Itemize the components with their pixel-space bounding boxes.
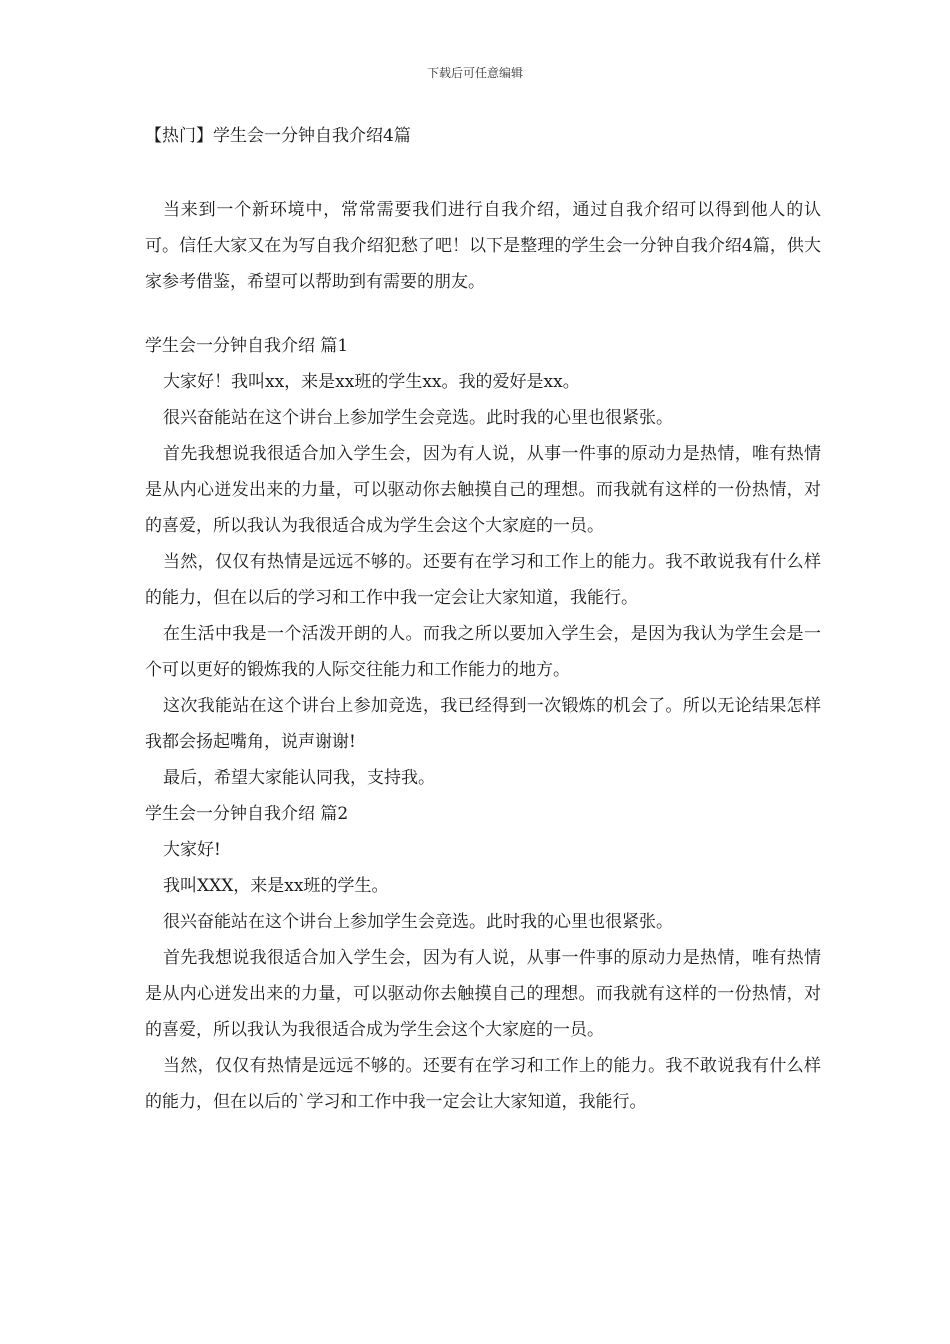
paragraph: 当然，仅仅有热情是远远不够的。还要有在学习和工作上的能力。我不敢说我有什么样的能力，但在以后的学习和工作中我一定会让大家知道，我能行。	[145, 552, 821, 608]
paragraph: 在生活中我是一个活泼开朗的人。而我之所以要加入学生会，是因为我认为学生会是一个可以更好的锻炼我的人际交往能力和工作能力的地方。	[145, 624, 821, 680]
paragraph: 很兴奋能站在这个讲台上参加学生会竞选。此时我的心里也很紧张。	[163, 912, 673, 932]
paragraph: 最后，希望大家能认同我，支持我。	[163, 768, 435, 788]
page-header: 下载后可任意编辑	[426, 66, 523, 80]
intro-paragraph: 当来到一个新环境中，常常需要我们进行自我介绍，通过自我介绍可以得到他人的认可。信任大家又在为写自我介绍犯愁了吧！以下是整理的学生会一分钟自我介绍4篇，供大家参考借鉴，希望可以帮助到有需要的朋友。	[145, 200, 821, 292]
document-body	[145, 118, 821, 1120]
title-spacer	[145, 154, 821, 192]
section-2	[145, 796, 821, 1120]
paragraph: 大家好！我叫xx，来是xx班的学生xx。我的爱好是xx。	[163, 372, 580, 392]
intro-gap	[145, 300, 821, 328]
document-title: 【热门】学生会一分钟自我介绍4篇	[145, 126, 411, 146]
paragraph: 大家好!	[163, 840, 221, 860]
paragraph: 首先我想说我很适合加入学生会，因为有人说，从事一件事的原动力是热情，唯有热情是从内心迸发出来的力量，可以驱动你去触摸自己的理想。而我就有这样的一份热情，对的喜爱，所以我认为我很适合成为学生会这个大家庭的一员。	[145, 948, 821, 1040]
paragraph: 很兴奋能站在这个讲台上参加学生会竞选。此时我的心里也很紧张。	[163, 408, 673, 428]
section-heading: 学生会一分钟自我介绍 篇2	[145, 804, 349, 824]
section-1	[145, 328, 821, 796]
paragraph: 我叫XXX，来是xx班的学生。	[163, 876, 389, 896]
paragraph: 这次我能站在这个讲台上参加竞选，我已经得到一次锻炼的机会了。所以无论结果怎样我都会扬起嘴角，说声谢谢!	[145, 696, 821, 752]
section-heading: 学生会一分钟自我介绍 篇1	[145, 336, 349, 356]
paragraph: 当然，仅仅有热情是远远不够的。还要有在学习和工作上的能力。我不敢说我有什么样的能力，但在以后的`学习和工作中我一定会让大家知道，我能行。	[145, 1056, 821, 1112]
paragraph: 首先我想说我很适合加入学生会，因为有人说，从事一件事的原动力是热情，唯有热情是从内心迸发出来的力量，可以驱动你去触摸自己的理想。而我就有这样的一份热情，对的喜爱，所以我认为我很适合成为学生会这个大家庭的一员。	[145, 444, 821, 536]
